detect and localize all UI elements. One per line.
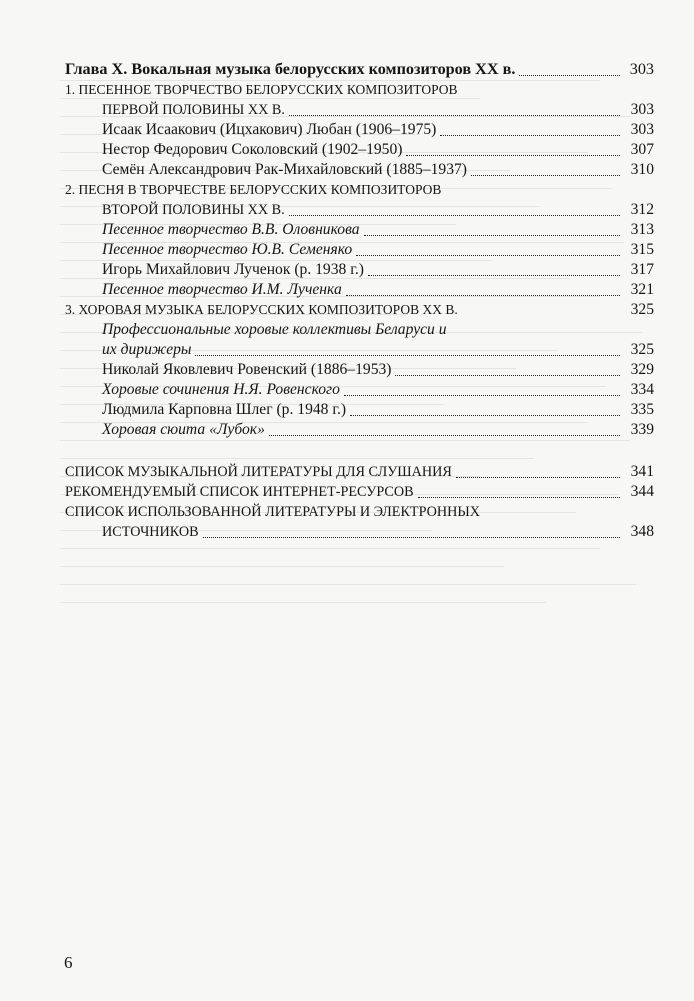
toc-entry: Семён Александрович Рак-Михайловский (1885–1937) 310 bbox=[102, 161, 654, 178]
section-heading: 3. ХОРОВАЯ МУЗЫКА БЕЛОРУССКИХ КОМПОЗИТОРОВ ХХ В. 325 bbox=[65, 301, 654, 318]
chapter-heading: Глава Х. Вокальная музыка белорусских композиторов ХХ в. 303 bbox=[65, 60, 654, 78]
toc-entry: Нестор Федорович Соколовский (1902–1950) 307 bbox=[102, 141, 654, 158]
table-of-contents bbox=[65, 58, 654, 542]
toc-entry: Игорь Михайлович Лученок (р. 1938 г.) 317 bbox=[102, 261, 654, 278]
toc-entry: Людмила Карповна Шлег (р. 1948 г.) 335 bbox=[102, 401, 654, 418]
toc-entry: Николай Яковлевич Ровенский (1886–1953) 329 bbox=[102, 361, 654, 378]
section-heading-continued: ПЕРВОЙ ПОЛОВИНЫ ХХ В. 303 bbox=[102, 101, 654, 118]
toc-entry: их дирижеры 325 bbox=[102, 341, 654, 358]
toc-entry-literature-first-line: СПИСОК ИСПОЛЬЗОВАННОЙ ЛИТЕРАТУРЫ И ЭЛЕКТРОННЫХ bbox=[65, 504, 480, 520]
toc-entry-literature: ИСТОЧНИКОВ 348 bbox=[102, 523, 654, 540]
toc-entry-internet-resources: РЕКОМЕНДУЕМЫЙ СПИСОК ИНТЕРНЕТ-РЕСУРСОВ 344 bbox=[65, 483, 654, 500]
toc-entry-first-line: Профессиональные хоровые коллективы Беларуси и bbox=[102, 321, 447, 338]
page-number: 6 bbox=[64, 953, 73, 972]
section-heading: 2. ПЕСНЯ В ТВОРЧЕСТВЕ БЕЛОРУССКИХ КОМПОЗИТОРОВ bbox=[65, 182, 442, 197]
toc-entry: Песенное творчество Ю.В. Семеняко 315 bbox=[102, 241, 654, 258]
toc-entry: Хоровые сочинения Н.Я. Ровенского 334 bbox=[102, 381, 654, 398]
section-heading-continued: ВТОРОЙ ПОЛОВИНЫ ХХ В. 312 bbox=[102, 201, 654, 218]
toc-entry: Хоровая сюита «Лубок» 339 bbox=[102, 421, 654, 438]
toc-entry: Песенное творчество В.В. Оловникова 313 bbox=[102, 221, 654, 238]
leader-dots bbox=[519, 74, 620, 76]
section-heading: 1. ПЕСЕННОЕ ТВОРЧЕСТВО БЕЛОРУССКИХ КОМПОЗИТОРОВ bbox=[65, 82, 458, 97]
toc-entry: Песенное творчество И.М. Лученка 321 bbox=[102, 281, 654, 298]
toc-entry: Исаак Исаакович (Ицхакович) Любан (1906–1975) 303 bbox=[102, 121, 654, 138]
toc-entry-music-list: СПИСОК МУЗЫКАЛЬНОЙ ЛИТЕРАТУРЫ ДЛЯ СЛУШАНИЯ 341 bbox=[65, 463, 654, 480]
